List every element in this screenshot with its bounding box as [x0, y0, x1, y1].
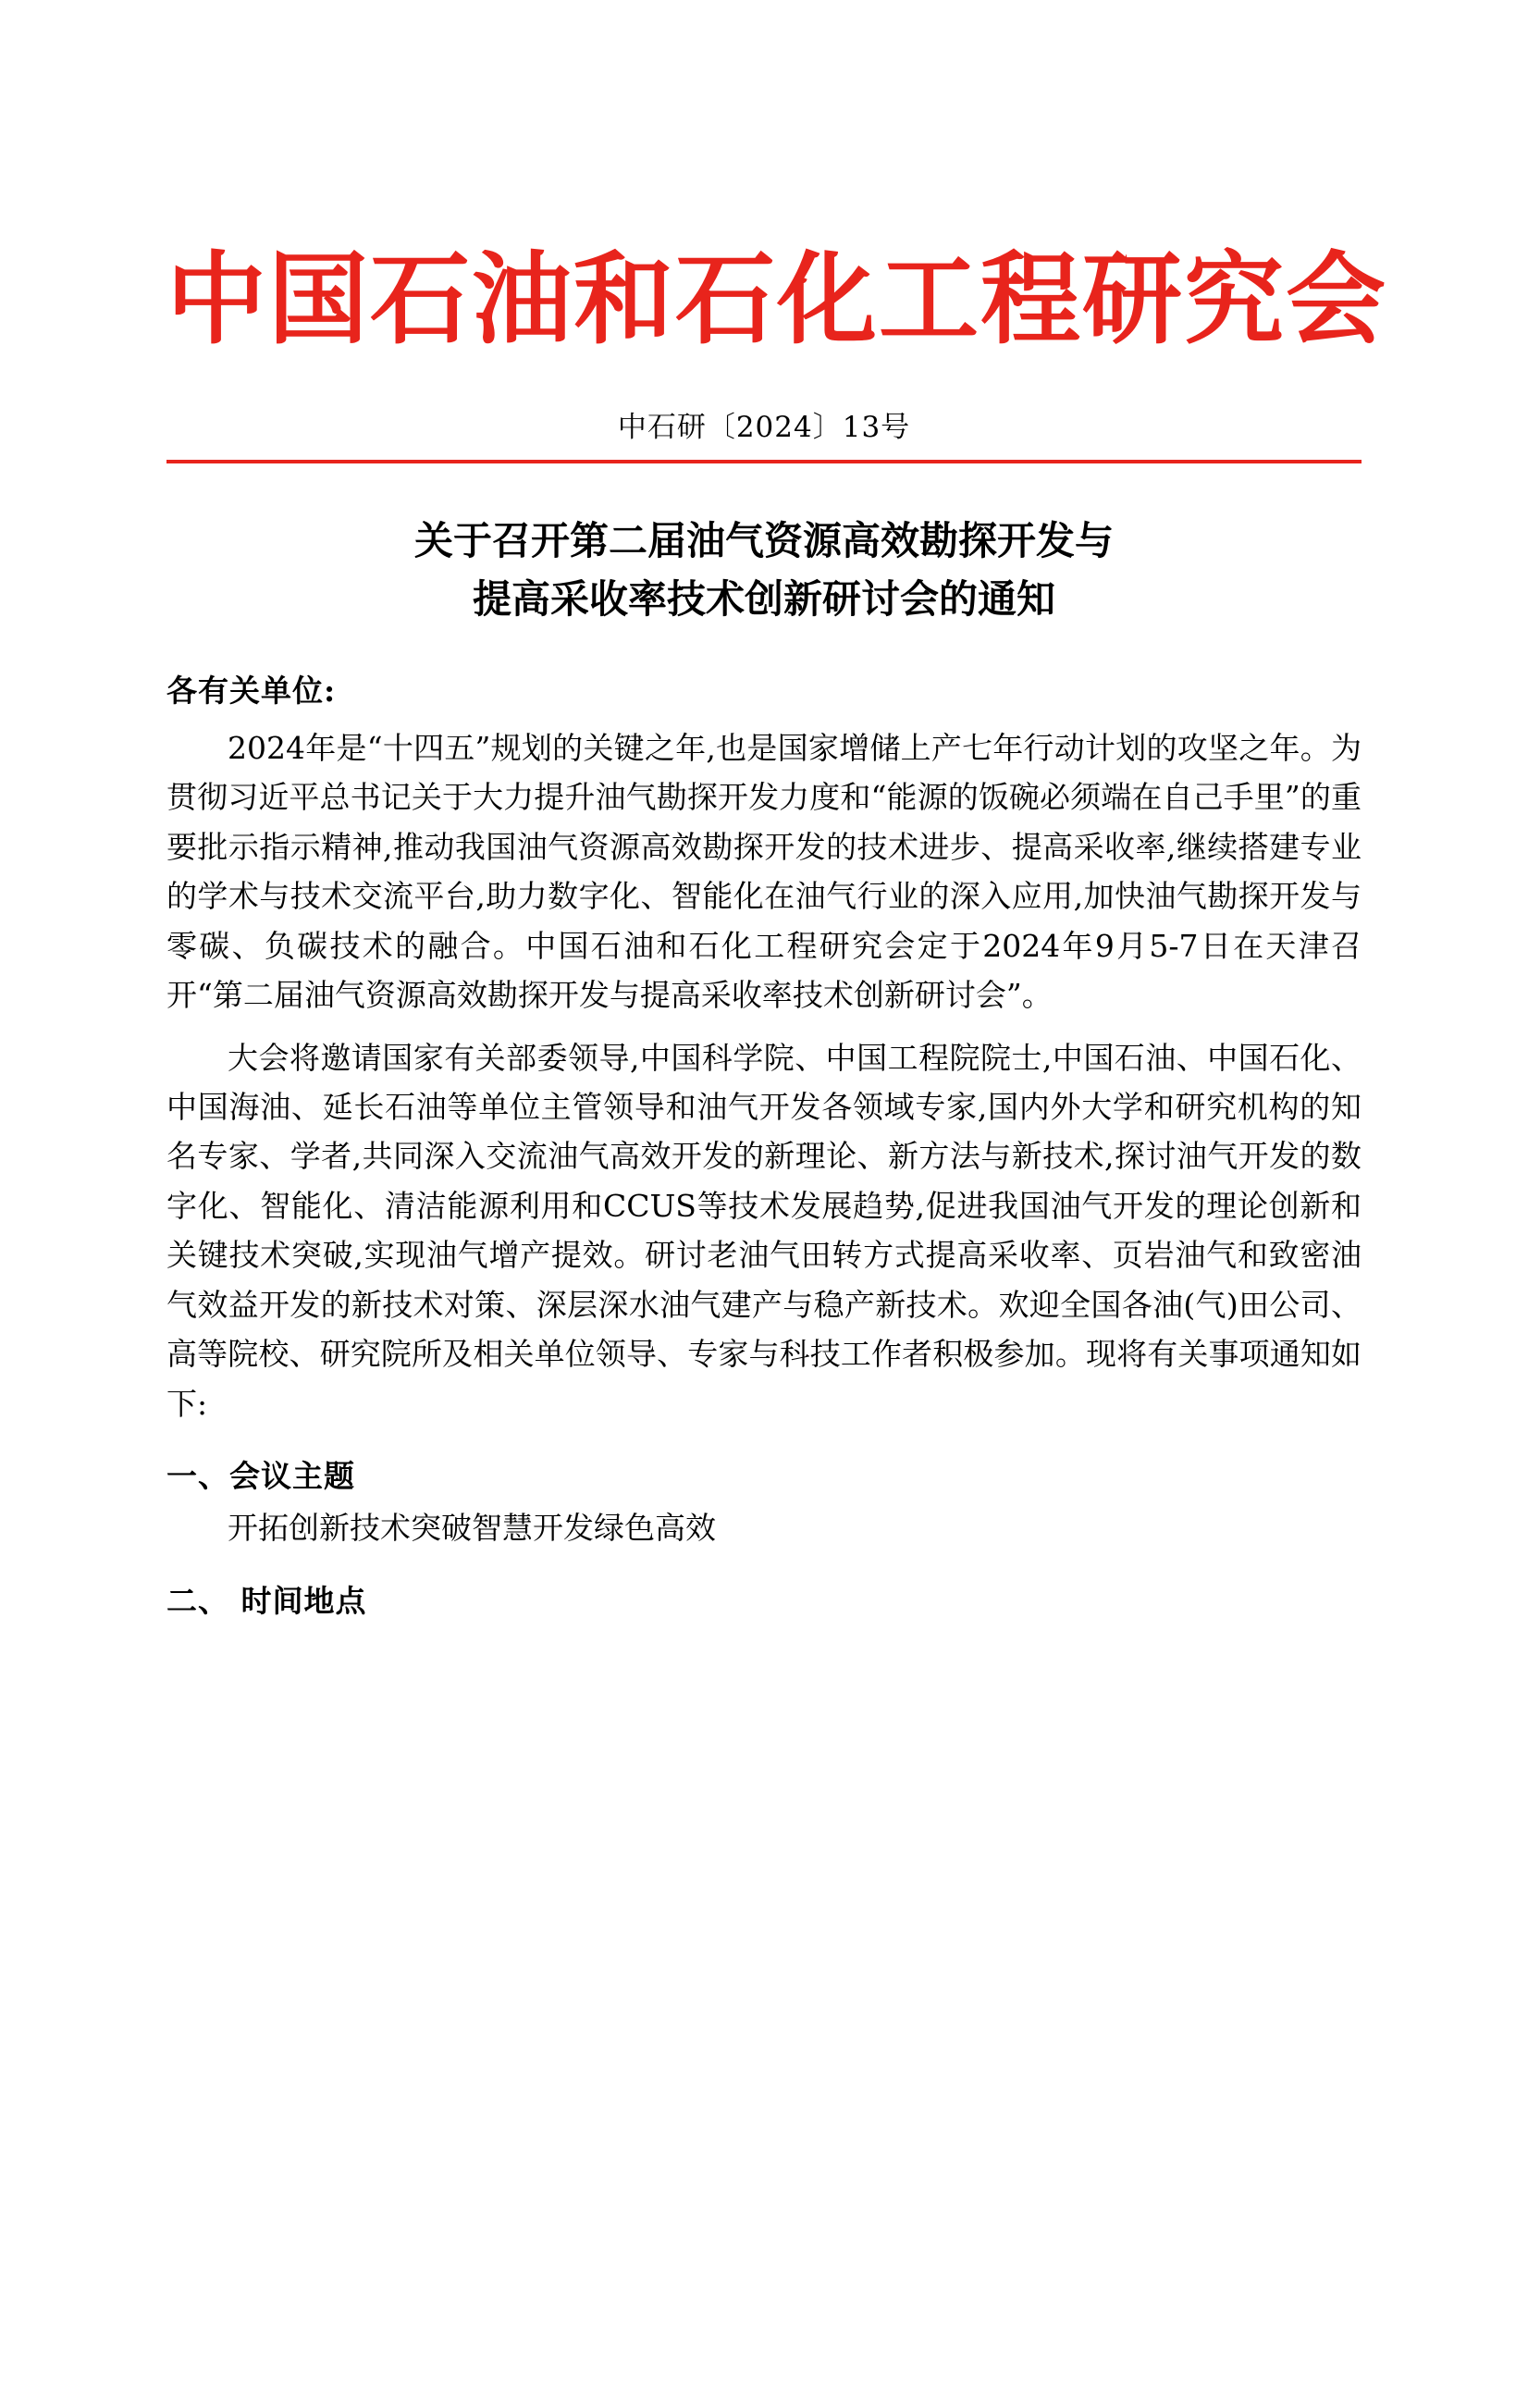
red-divider-rule	[166, 460, 1362, 463]
organization-masthead: 中国石油和石化工程研究会	[166, 241, 1388, 358]
section-heading-1: 一、会议主题	[166, 1458, 355, 1495]
document-page	[0, 241, 1528, 2408]
salutation: 各有关单位:	[166, 672, 337, 709]
page-title	[166, 512, 1362, 628]
document-number: 中石研〔2024〕13号	[617, 410, 911, 444]
section-body-1: 开拓创新技术突破智慧开发绿色高效	[228, 1510, 716, 1547]
body-paragraph-2: 大会将邀请国家有关部委领导,中国科学院、中国工程院院士,中国石油、中国石化、中国海油、延长石油等单位主管领导和油气开发各领域专家,国内外大学和研究机构的知名专家、学者,共同深入交流油气高效开发的新理论、新方法与新技术,探讨油气开发的数字化、智能化、清洁能源利用和CCUS等技术发展趋势,促进我国油气开发的理论创新和关键技术突破,实现油气增产提效。研讨老油气田转方式提高采收率、页岩油气和致密油气效益开发的新技术对策、深层深水油气建产与稳产新技术。欢迎全国各油(气)田公司、高等院校、研究院所及相关单位领导、专家与科技工作者积极参加。现将有关事项通知如下:	[166, 1039, 1362, 1422]
section-heading-2: 二、 时间地点	[166, 1582, 367, 1619]
body-paragraph-1: 2024年是“十四五”规划的关键之年,也是国家增储上产七年行动计划的攻坚之年。为贯彻习近平总书记关于大力提升油气勘探开发力度和“能源的饭碗必须端在自己手里”的重要批示指示精神,推动我国油气资源高效勘探开发的技术进步、提高采收率,继续搭建专业的学术与技术交流平台,助力数字化、智能化在油气行业的深入应用,加快油气勘探开发与零碳、负碳技术的融合。中国石油和石化工程研究会定于2024年9月5-7日在天津召开“第二届油气资源高效勘探开发与提高采收率技术创新研讨会”。	[166, 729, 1362, 1014]
page-title-line-2: 提高采收率技术创新研讨会的通知	[472, 575, 1055, 622]
page-title-line-1: 关于召开第二届油气资源高效勘探开发与	[413, 517, 1114, 563]
